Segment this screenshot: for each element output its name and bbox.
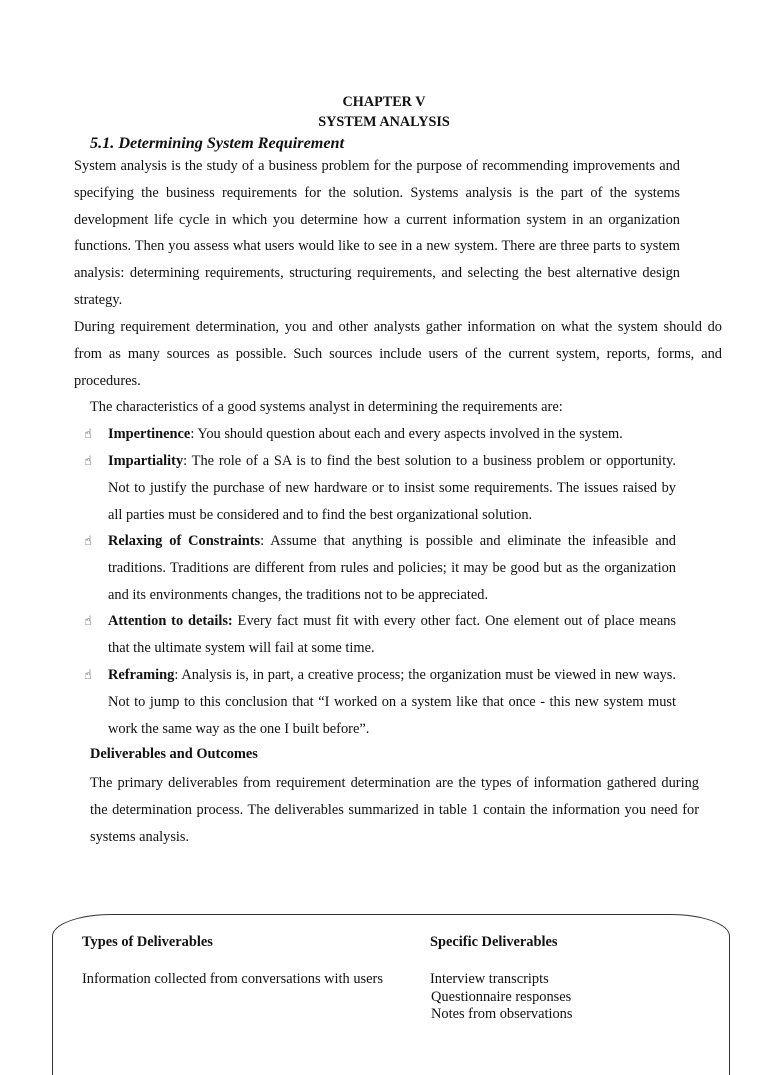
bullet-text: Analysis is, in part, a creative process; the organization must be viewed in new ways. Not to jump to this conclusion that “I worked on a system like that once - this new system must work the same way as the one I built before”. (108, 667, 676, 737)
bullet-text: Every fact must fit with every other fact. One element out of place means that the ultimate system will fail at some time. (108, 613, 677, 656)
bullet-text: The role of a SA is to find the best solution to a business problem or opportunity. Not to justify the purchase of new hardware or to insist some requirements. The issues raised by all parties must be considered and to find the best organizational solution. (108, 453, 676, 523)
chapter-label: CHAPTER V (342, 94, 426, 110)
table-cell-type: Information collected from conversations with users (82, 971, 383, 987)
pointing-hand-icon: ☝ (84, 427, 92, 442)
table-header-specific: Specific Deliverables (430, 934, 558, 950)
table-cell-specific: Notes from observations (431, 1006, 573, 1022)
table-header-types: Types of Deliverables (82, 934, 213, 950)
paragraph-intro: System analysis is the study of a business problem for the purpose of recommending improvements and specifying the business requirements for the solution. Systems analysis is the part of the systems development life cycle in which you determine how a current information system in an organization functions. Then you assess what users would like to see in a new system. There are three parts to system analysis: determining requirements, structuring requirements, and selecting the best alternative design strategy. (74, 158, 680, 308)
paragraph-deliverables: The primary deliverables from requirement determination are the types of information gathered during the determination process. The deliverables summarized in table 1 contain the information you need for systems analysis. (90, 775, 699, 845)
paragraph-characteristics-intro: The characteristics of a good systems analyst in determining the requirements are: (90, 399, 563, 415)
pointing-hand-icon: ☝ (84, 668, 92, 683)
bullet-term: Impartiality (108, 453, 184, 469)
table-cell-specific: Interview transcripts (430, 971, 549, 987)
pointing-hand-icon: ☝ (84, 614, 92, 629)
paragraph-requirement-determination: During requirement determination, you and other analysts gather information on what the system should do from as many sources as possible. Such sources include users of the current system, reports, forms, and procedures. (74, 319, 722, 389)
chapter-subtitle: SYSTEM ANALYSIS (318, 114, 450, 130)
pointing-hand-icon: ☝ (84, 534, 92, 549)
bullet-term: Attention to details: (108, 613, 233, 629)
bullet-term: Reframing (108, 667, 175, 683)
document-page: CHAPTER V SYSTEM ANALYSIS 5.1. Determining System Requirement System analysis is the study of a business problem for the purpose of recommending improvements and specifying the business requirements for the solution. Systems analysis is the part of the systems development life cycle in which you determine how a current information system in an organization functions. Then you assess what users would like to see in a new system. There are three parts to system analysis: determining requirements, structuring requirements, and selecting the best alternative design strategy. During requirement determination, you and other analysts gather information on what the system should do from as many sources as possible. Such sources include users of the current system, reports, forms, and procedures. The characteristics of a good systems analyst in determining the requirements are: ☝ Impertinence: You should question about each and every aspects involved in the system. ☝ Impartiality: The role of a SA is to find the best solution to a business problem or opportunity. Not to justify the purchase of new hardware or to insist some requirements. The issues raised by all parties must be considered and to find the best organizational solution. ☝ Relaxing of Constraints: Assume that anything is possible and eliminate the infeasible and traditions. Traditions are different from rules and policies; it may be good but as the organization and its environments changes, the traditions not to be appreciated. ☝ Attention to details: Every fact must fit with every other fact. One element out of place means that the ultimate system will fail at some time. ☝ Reframing: Analysis is, in part, a creative process; the organization must be viewed in new ways. Not to jump to this conclusion that “I worked on a system like that once - this new system must work the same way as the one I built before”. Deliverables and Outcomes The primary deliverables from requirement determination are the types of information gathered during the determination process. The deliverables summarized in table 1 contain the information you need for systems analysis. Types of Deliverables Specific Deliverables Information collected from conversations with users Interview transcripts Questionnaire responses Notes from observations (0, 0, 768, 1024)
bullet-term: Relaxing of Constraints (108, 533, 261, 549)
table-cell-specific: Questionnaire responses (431, 989, 572, 1005)
pointing-hand-icon: ☝ (84, 454, 92, 469)
deliverables-heading: Deliverables and Outcomes (90, 746, 258, 762)
section-title: 5.1. Determining System Requirement (90, 134, 345, 152)
bullet-text: You should question about each and every aspects involved in the system. (194, 426, 623, 442)
bullet-text: Assume that anything is possible and eliminate the infeasible and traditions. Traditions are different from rules and policies; it may be good but as the organization and its environments changes, the traditions not to be appreciated. (108, 533, 676, 603)
bullet-term: Impertinence (108, 426, 191, 442)
